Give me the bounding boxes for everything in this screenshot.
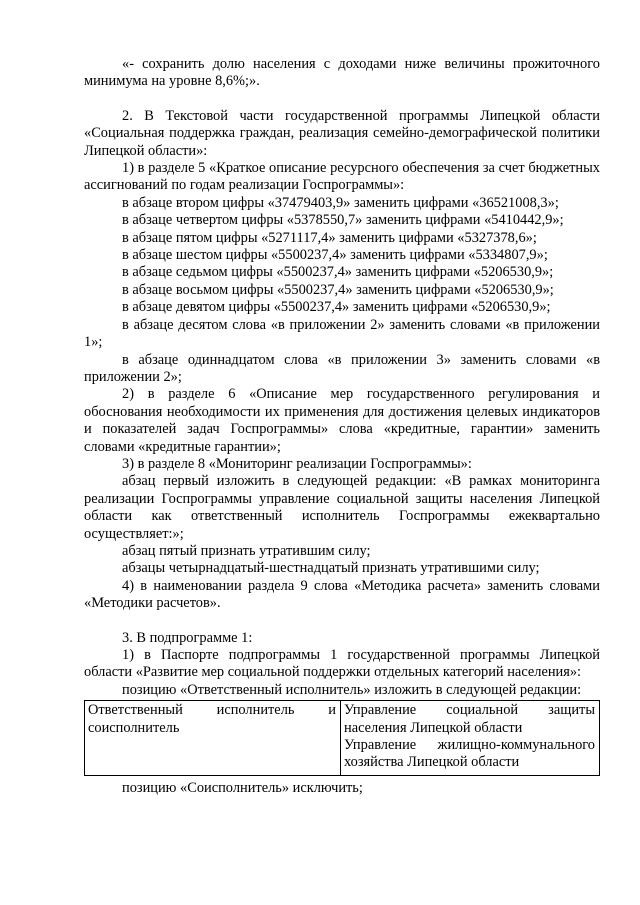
paragraph: в абзаце седьмом цифры «5500237,4» заменить цифрами «5206530,9»; <box>122 264 554 281</box>
paragraph: 2. В Текстовой части государственной программы Липецкой области «Социальная поддержка граждан, реализация семейно-демографической политики Липецкой области»: <box>84 107 600 159</box>
paragraph: в абзаце пятом цифры «5271117,4» заменить цифрами «5327378,6»; <box>122 229 537 246</box>
paragraph: в абзаце десятом слова «в приложении 2» заменить словами «в приложении 1»; <box>84 316 600 351</box>
table-cell-label <box>85 701 341 776</box>
paragraph: в абзаце четвертом цифры «5378550,7» заменить цифрами «5410442,9»; <box>122 212 564 229</box>
paragraph: в абзаце шестом цифры «5500237,4» заменить цифрами «5334807,9»; <box>122 247 548 264</box>
paragraph: абзацы четырнадцатый-шестнадцатый признать утратившими силу; <box>122 560 540 577</box>
paragraph: 3) в разделе 8 «Мониторинг реализации Госпрограммы»: <box>122 455 472 472</box>
paragraph: 4) в наименовании раздела 9 слова «Методика расчета» заменить словами «Методики расчетов». <box>84 577 600 612</box>
paragraph: позицию «Ответственный исполнитель» изложить в следующей редакции: <box>122 681 582 698</box>
table-cell-label-text: Ответственный исполнитель и соисполнитель <box>88 702 336 736</box>
paragraph: абзац пятый признать утратившим силу; <box>122 542 371 559</box>
spacer <box>84 613 600 630</box>
paragraph: абзац первый изложить в следующей редакции: «В рамках мониторинга реализации Госпрограммы управление социальной защиты населения Липецкой области как ответственный исполнитель Госпрограммы ежеквартально осуществляет:»; <box>84 473 600 542</box>
position-table <box>84 700 600 776</box>
paragraph: в абзаце девятом цифры «5500237,4» заменить цифрами «5206530,9»; <box>122 299 551 316</box>
table-cell-value-text: Управление жилищно-коммунального хозяйства Липецкой области <box>344 737 595 771</box>
paragraph: в абзаце одиннадцатом слова «в приложении 3» заменить словами «в приложении 2»; <box>84 351 600 385</box>
paragraph: 1) в Паспорте подпрограммы 1 государственной программы Липецкой области «Развитие мер социальной поддержки отдельных категорий населения»: <box>84 647 600 681</box>
paragraph: 1) в разделе 5 «Краткое описание ресурсного обеспечения за счет бюджетных ассигнований по годам реализации Госпрограммы»: <box>84 160 600 194</box>
paragraph: 2) в разделе 6 «Описание мер государственного регулирования и обоснования необходимости их применения для достижения целевых индикаторов и показателей задач Госпрограммы» слова «кредитные, гарантии» заменить словами «кредитные гарантии»; <box>84 386 600 455</box>
paragraph: «- сохранить долю населения с доходами ниже величины прожиточного минимума на уровне 8,6%;». <box>84 56 600 90</box>
table-cell-value <box>341 701 600 776</box>
table-row <box>85 701 600 776</box>
paragraph: в абзаце втором цифры «37479403,9» заменить цифрами «36521008,3»; <box>122 194 559 211</box>
paragraph: позицию «Соисполнитель» исключить; <box>122 779 363 796</box>
table-cell-value-text: Управление социальной защиты населения Липецкой области <box>344 702 595 736</box>
paragraph: 3. В подпрограмме 1: <box>122 629 253 646</box>
spacer <box>84 91 600 108</box>
paragraph: в абзаце восьмом цифры «5500237,4» заменить цифрами «5206530,9»; <box>122 281 554 298</box>
